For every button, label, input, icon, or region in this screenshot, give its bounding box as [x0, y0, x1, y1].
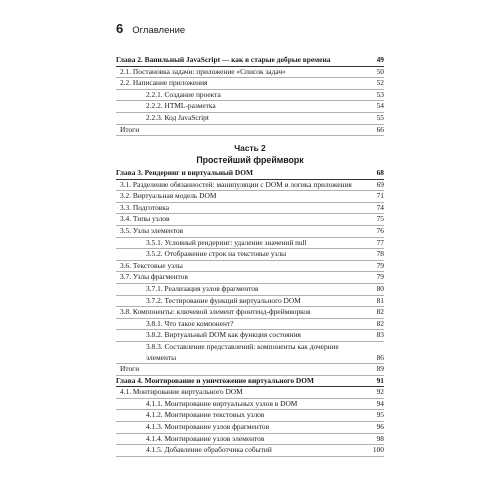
- toc-entry-title: 3.6. Текстовые узлы: [120, 260, 183, 270]
- toc-entry: [116, 307, 384, 319]
- part-label: Часть 2: [234, 143, 266, 153]
- toc-block-chapter-2: [116, 55, 384, 136]
- toc-entry-page: 53: [376, 89, 384, 99]
- toc-entry-title: Итоги: [120, 124, 140, 134]
- toc-entry-page: 94: [376, 398, 384, 408]
- toc-entry-page: 77: [376, 237, 384, 247]
- toc-entry-page: 79: [376, 272, 384, 282]
- toc-entry-page: 89: [376, 364, 384, 374]
- part-title: Простейший фреймворк: [196, 155, 304, 165]
- toc-chapter-entry: [116, 55, 384, 67]
- toc-entry-page: 95: [376, 410, 384, 420]
- toc-entry-page: 68: [376, 168, 384, 177]
- toc-entry: [116, 113, 384, 125]
- toc-entry-title: 3.1. Разделение обязанностей: манипуляции с DOM и логика приложения: [120, 179, 352, 189]
- toc-entry: [116, 410, 384, 422]
- toc-entry: [116, 319, 384, 331]
- toc-entry-title: 4.1.5. Добавление обработчика событий: [146, 445, 272, 455]
- part-heading: [116, 143, 384, 166]
- toc-entry: [116, 249, 384, 261]
- toc-entry-title: 3.8.1. Что такое компонент?: [146, 318, 234, 328]
- toc-entry: [116, 90, 384, 102]
- toc-entry-page: 80: [376, 283, 384, 293]
- toc-entry-page: 69: [376, 179, 384, 189]
- toc-entry-title: 2.2.1. Создание проекта: [146, 89, 221, 99]
- toc-entry: [116, 261, 384, 273]
- toc-entry-page: 55: [376, 112, 384, 122]
- toc-entry-title: 3.8.3. Составление представлений: компоненты как дочерние элементы: [146, 341, 339, 362]
- toc-entry-title: Глава 2. Ванильный JavaScript — как в старые добрые времена: [116, 55, 331, 64]
- toc-entry-title: 2.2.3. Код JavaScript: [146, 112, 209, 122]
- toc-entry: [116, 296, 384, 308]
- toc-entry-page: 52: [376, 78, 384, 88]
- toc-entry-page: 86: [376, 352, 384, 362]
- toc-entry: [116, 445, 384, 457]
- toc-entry-title: Глава 3. Рендеринг и виртуальный DOM: [116, 168, 253, 177]
- toc-entry-title: 3.5.2. Отображение строк на текстовые узлы: [146, 249, 287, 259]
- toc-entry-page: 100: [372, 445, 384, 455]
- toc-entry: [116, 422, 384, 434]
- toc-entry: [116, 272, 384, 284]
- toc-entry-page: 50: [376, 66, 384, 76]
- toc-entry-page: 96: [376, 422, 384, 432]
- toc-entry: [116, 214, 384, 226]
- toc-entry-page: 91: [376, 375, 384, 385]
- toc-entry: [116, 78, 384, 90]
- toc-block-chapters-3-4: [116, 168, 384, 457]
- toc-entry: [116, 101, 384, 113]
- toc-entry-page: 78: [376, 249, 384, 259]
- toc-chapter-entry: [116, 168, 384, 180]
- page-header: [116, 21, 185, 36]
- toc-entry: [116, 434, 384, 446]
- toc-entry-title: 3.7. Узлы фрагментов: [120, 272, 188, 282]
- toc-entry: [116, 342, 384, 364]
- toc-entry-title: 2.1. Постановка задачи: приложение «Список задач»: [120, 66, 286, 76]
- toc-entry: [116, 203, 384, 215]
- toc-entry-page: 82: [376, 318, 384, 328]
- toc-chapter-entry: [116, 376, 384, 388]
- toc-entry-title: 4.1.2. Монтирование текстовых узлов: [146, 410, 265, 420]
- toc-entry-page: 82: [376, 307, 384, 317]
- toc-entry-page: 79: [376, 260, 384, 270]
- toc-entry-page: 75: [376, 214, 384, 224]
- toc-entry-page: 71: [376, 191, 384, 201]
- toc-entry: [116, 191, 384, 203]
- toc-entry-title: 2.2.2. HTML-разметка: [146, 101, 216, 111]
- page-number: 6: [116, 21, 124, 36]
- toc-entry-title: 3.5.1. Условный рендеринг: удаление значений null: [146, 237, 307, 247]
- toc-entry-title: 3.5. Узлы элементов: [120, 225, 184, 235]
- toc-entry: [116, 226, 384, 238]
- toc-entry-page: 81: [376, 295, 384, 305]
- toc-entry-title: 3.8. Компоненты: ключевой элемент фронтенд-фреймворков: [120, 307, 311, 317]
- toc-entry: [116, 284, 384, 296]
- toc-entry-title: 3.3. Подготовка: [120, 202, 170, 212]
- toc-entry-page: 92: [376, 387, 384, 397]
- toc-entry-title: 3.2. Виртуальная модель DOM: [120, 191, 217, 201]
- toc-entry-page: 74: [376, 202, 384, 212]
- toc-entry-title: 4.1.3. Монтирование узлов фрагментов: [146, 422, 270, 432]
- toc-entry-title: Глава 4. Монтирование и уничтожение виртуального DOM: [116, 375, 314, 385]
- toc-entry-title: 3.4. Типы узлов: [120, 214, 170, 224]
- toc-entry: [116, 180, 384, 192]
- toc-entry: [116, 238, 384, 250]
- toc-entry-page: 49: [376, 55, 384, 64]
- toc-entry: [116, 330, 384, 342]
- toc-entry: [116, 364, 384, 376]
- toc-entry-page: 76: [376, 225, 384, 235]
- toc-entry-title: 3.7.2. Тестирование функций виртуального DOM: [146, 295, 301, 305]
- running-title: Оглавление: [132, 25, 186, 36]
- toc-entry-page: 98: [376, 433, 384, 443]
- toc-entry-title: 4.1. Монтирование виртуального DOM: [120, 387, 243, 397]
- toc-entry: [116, 387, 384, 399]
- toc-entry-title: 2.2. Написание приложения: [120, 78, 208, 88]
- toc-entry: [116, 399, 384, 411]
- toc-entry-page: 54: [376, 101, 384, 111]
- toc-entry-page: 66: [376, 124, 384, 134]
- toc-entry-title: 3.8.2. Виртуальный DOM как функция состояния: [146, 330, 301, 340]
- toc-entry-title: 3.7.1. Реализация узлов фрагментов: [146, 283, 259, 293]
- toc-entry-title: 4.1.1. Монтирование виртуальных узлов в DOM: [146, 398, 298, 408]
- toc-entry-page: 83: [376, 330, 384, 340]
- toc-entry-title: Итоги: [120, 364, 140, 374]
- toc-entry: [116, 125, 384, 137]
- toc-entry-title: 4.1.4. Монтирование узлов элементов: [146, 433, 265, 443]
- toc-entry: [116, 67, 384, 79]
